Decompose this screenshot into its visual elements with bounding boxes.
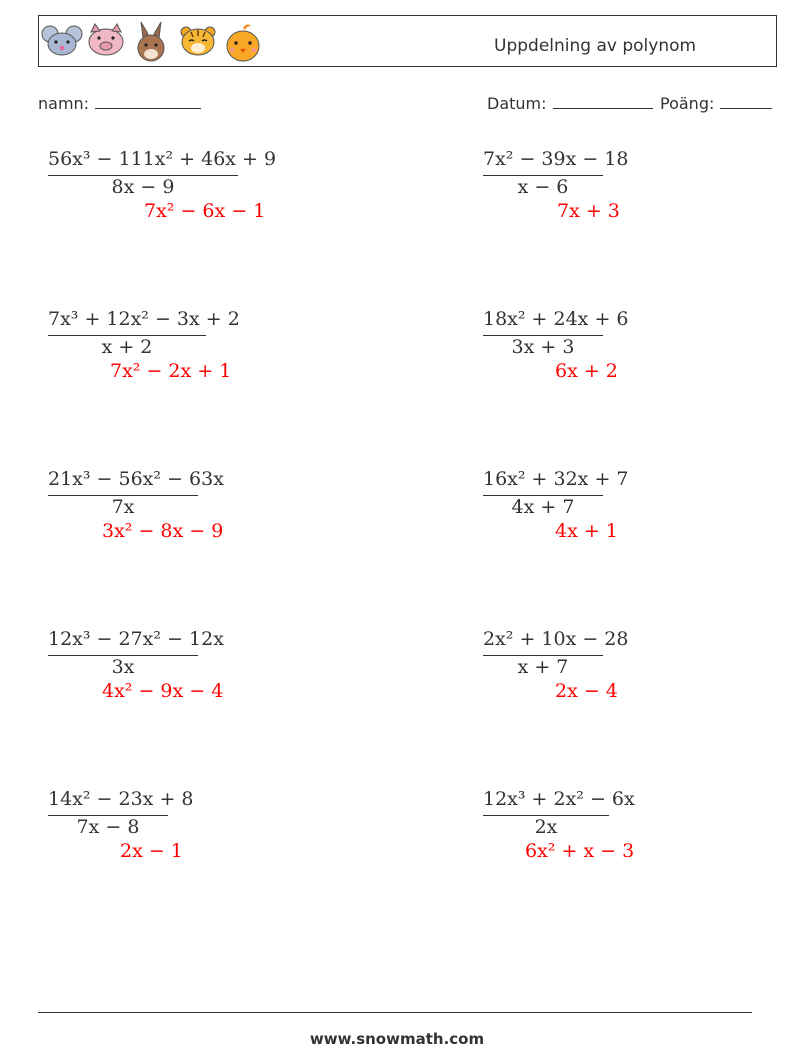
footer-divider [38, 1012, 752, 1013]
denominator: x + 7 [517, 656, 569, 678]
numerator: 56x³ − 111x² + 46x + 9 [48, 148, 277, 170]
mouse-icon [41, 20, 83, 60]
answer: 2x − 1 [120, 840, 183, 862]
answer: 7x² − 6x − 1 [144, 200, 266, 222]
denominator: 3x + 3 [511, 336, 575, 358]
name-label: namn: [38, 94, 90, 113]
numerator: 21x³ − 56x² − 63x [48, 468, 224, 490]
answer: 6x² + x − 3 [525, 840, 635, 862]
numerator: 2x² + 10x − 28 [483, 628, 629, 650]
answer: 3x² − 8x − 9 [102, 520, 224, 542]
denominator: 4x + 7 [511, 496, 575, 518]
header-box [38, 15, 777, 67]
name-field[interactable] [38, 94, 201, 113]
tiger-icon [177, 20, 219, 60]
date-label: Datum: [487, 94, 547, 113]
date-blank[interactable] [553, 94, 653, 109]
denominator: 7x − 8 [76, 816, 140, 838]
name-blank[interactable] [95, 94, 201, 109]
denominator: 3x [111, 656, 135, 678]
denominator: 8x − 9 [111, 176, 175, 198]
chick-icon [223, 20, 263, 64]
denominator: 7x [111, 496, 135, 518]
worksheet-title: Uppdelning av polynom [494, 36, 697, 56]
date-field[interactable] [487, 94, 653, 113]
answer: 2x − 4 [555, 680, 618, 702]
answer: 4x + 1 [555, 520, 618, 542]
numerator: 12x³ − 27x² − 12x [48, 628, 224, 650]
numerator: 18x² + 24x + 6 [483, 308, 629, 330]
footer-url[interactable]: www.snowmath.com [309, 1030, 485, 1048]
answer: 4x² − 9x − 4 [102, 680, 224, 702]
denominator: x + 2 [101, 336, 153, 358]
numerator: 14x² − 23x + 8 [48, 788, 194, 810]
score-blank[interactable] [720, 94, 772, 109]
numerator: 16x² + 32x + 7 [483, 468, 629, 490]
denominator: x − 6 [517, 176, 569, 198]
score-field[interactable] [660, 94, 772, 113]
numerator: 7x³ + 12x² − 3x + 2 [48, 308, 240, 330]
denominator: 2x [534, 816, 558, 838]
numerator: 7x² − 39x − 18 [483, 148, 629, 170]
numerator: 12x³ + 2x² − 6x [483, 788, 635, 810]
answer: 7x² − 2x + 1 [110, 360, 232, 382]
pig-icon [85, 20, 127, 60]
answer: 7x + 3 [557, 200, 620, 222]
rabbit-icon [133, 20, 169, 64]
score-label: Poäng: [660, 94, 715, 113]
answer: 6x + 2 [555, 360, 618, 382]
